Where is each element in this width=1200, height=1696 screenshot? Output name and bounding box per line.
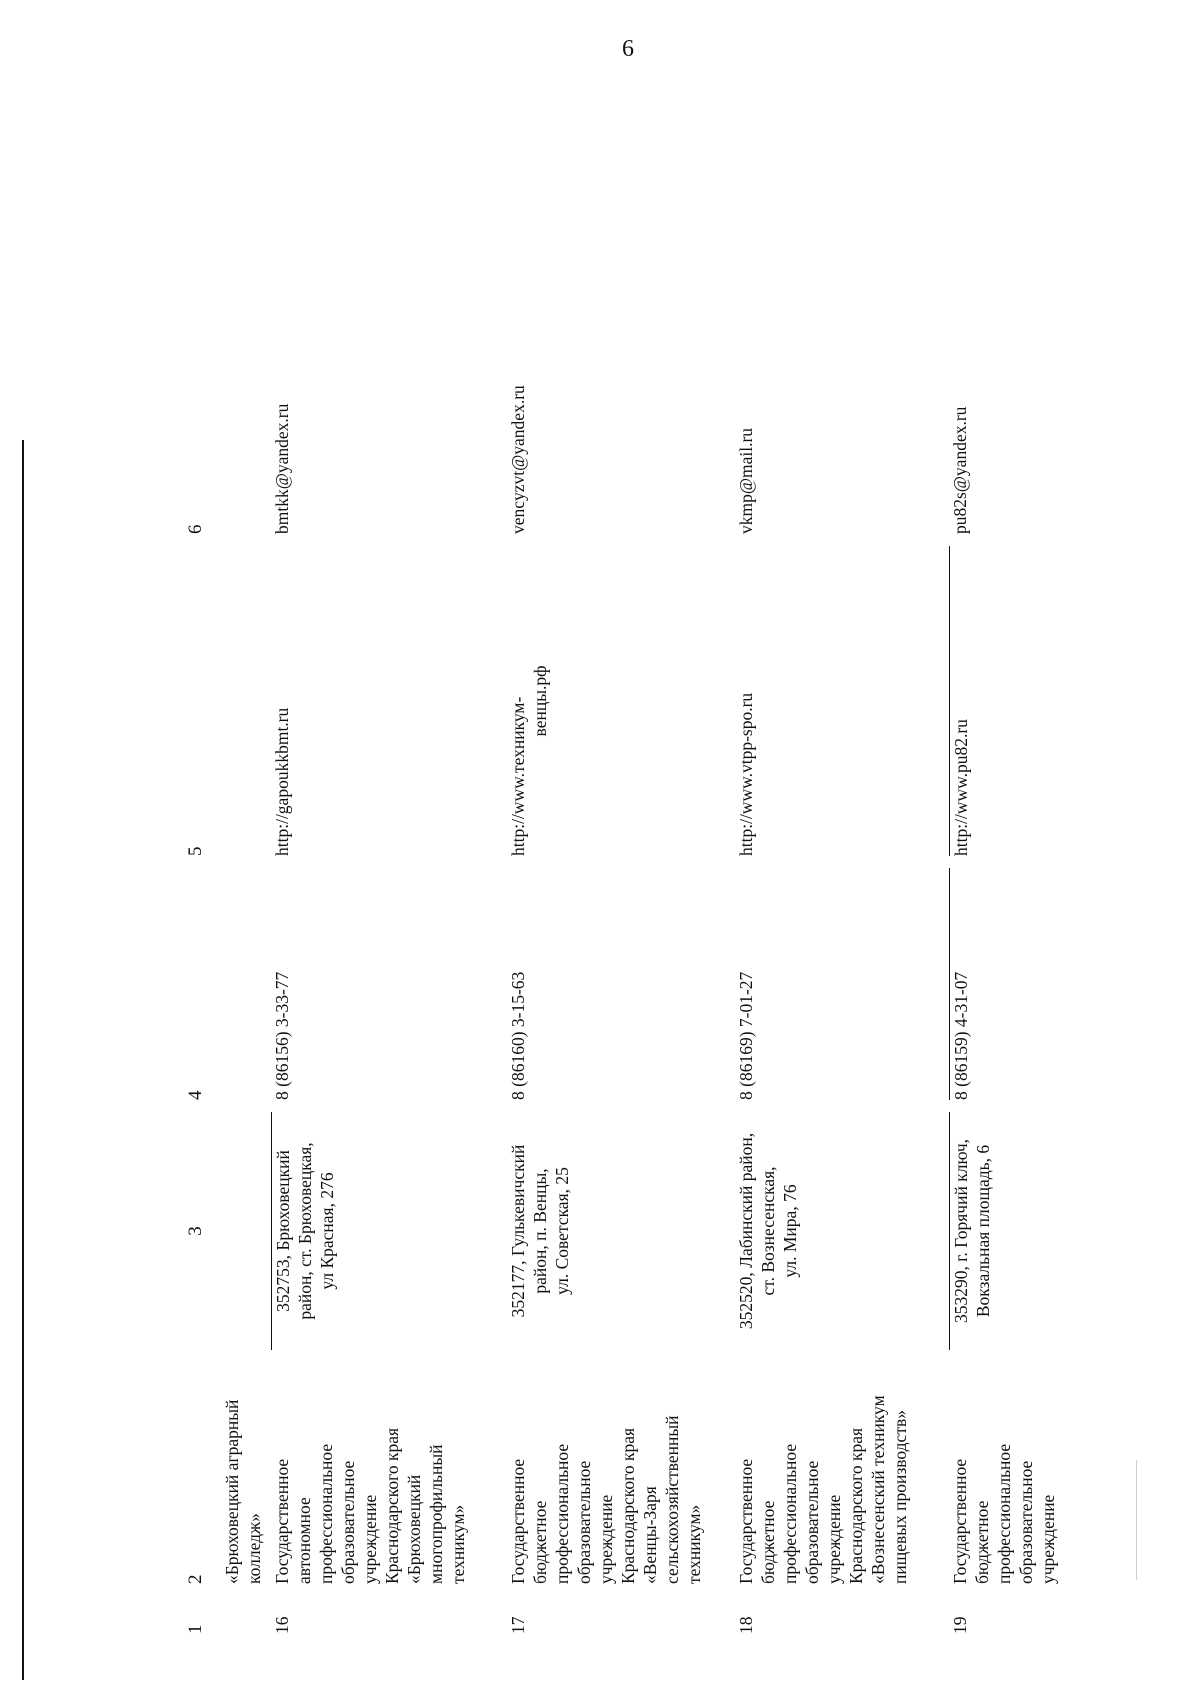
address-line: район, п. Венцы, (530, 1168, 550, 1294)
name-line: учреждение (824, 1494, 844, 1584)
name-line: Государственное (950, 1458, 970, 1584)
row-number: 19 (950, 1616, 970, 1634)
address-line: 352753, Брюховецкий (271, 1112, 294, 1350)
name-cell (221, 1356, 271, 1590)
right-margin-rule (1136, 1460, 1137, 1580)
address-line: 352177, Гулькевичский (508, 1144, 528, 1318)
table-row-continuation (221, 48, 271, 1640)
phone-cell: 8 (86160) 3-15-63 (508, 971, 528, 1100)
name-line: образовательное (574, 1460, 594, 1584)
col-header-3: 3 (185, 1226, 206, 1236)
col-header-5: 5 (185, 846, 206, 856)
name-line: профессиональное (780, 1443, 800, 1584)
row-number: 18 (736, 1616, 756, 1634)
name-line: «Венцы-Заря (640, 1486, 660, 1584)
website-cell (271, 540, 507, 862)
address-cell (949, 1106, 1089, 1356)
name-line: образовательное (338, 1460, 358, 1584)
name-line: Государственное (508, 1458, 528, 1584)
name-line: учреждение (596, 1494, 616, 1584)
email-cell: bmtkk@yandex.ru (272, 403, 292, 534)
website-cell (735, 540, 949, 862)
name-line: бюджетное (972, 1500, 992, 1584)
website-line: http://www.техникум- (508, 696, 528, 856)
address-line: район, ст. Брюховецкая, (295, 1142, 315, 1320)
email-cell: pu82s@yandex.ru (950, 406, 970, 534)
name-line: Краснодарского края (618, 1427, 638, 1584)
address-line: Вокзальная площадь, 6 (973, 1144, 993, 1318)
address-line: ул. Советская, 25 (552, 1167, 572, 1295)
address-line: 352520, Лабинский район, (736, 1132, 756, 1330)
website-cell (949, 540, 1089, 862)
address-line: 353290, г. Горячий ключ, (949, 1112, 972, 1350)
name-line: «Брюховецкий аграрный (222, 1399, 242, 1584)
address-line: ст. Вознесенская, (758, 1166, 778, 1296)
address-cell (507, 1106, 735, 1356)
name-line: бюджетное (758, 1500, 778, 1584)
name-line: колледж» (244, 1513, 264, 1584)
name-cell (735, 1356, 949, 1590)
email-cell: vencyzvt@yandex.ru (508, 385, 528, 534)
address-cell (735, 1106, 949, 1356)
website-line: http://gapoukkbmt.ru (272, 707, 292, 856)
rotated-table-container (185, 120, 1065, 1640)
name-line: Государственное (272, 1458, 292, 1584)
col-header-2: 2 (185, 1574, 206, 1584)
phone-cell (949, 862, 1089, 1106)
table-row (507, 48, 735, 1640)
name-line: Краснодарского края (382, 1427, 402, 1584)
name-cell (271, 1356, 507, 1590)
name-line: учреждение (1038, 1494, 1058, 1584)
name-line: автономное (294, 1497, 314, 1584)
table-row (949, 48, 1089, 1640)
name-line: пищевых производств» (890, 1410, 910, 1584)
name-line: образовательное (1016, 1460, 1036, 1584)
name-line: образовательное (802, 1460, 822, 1584)
website-cell (507, 540, 735, 862)
name-line: профессиональное (316, 1443, 336, 1584)
address-cell (271, 1106, 507, 1356)
table-row (271, 48, 507, 1640)
website-line: http://www.pu82.ru (949, 546, 972, 856)
col-header-4: 4 (185, 1090, 206, 1100)
row-number: 16 (272, 1616, 292, 1634)
email-cell: vkmp@mail.ru (736, 427, 756, 534)
phone-line: 8 (86159) 4-31-07 (949, 868, 972, 1100)
address-line: ул Красная, 276 (317, 1172, 337, 1290)
name-line: техникум» (448, 1504, 468, 1584)
phone-cell: 8 (86156) 3-33-77 (272, 971, 292, 1100)
institutions-table (185, 48, 1089, 1640)
col-header-6: 6 (185, 524, 206, 534)
name-line: профессиональное (994, 1443, 1014, 1584)
address-line: ул. Мира, 76 (780, 1184, 800, 1278)
name-line: Краснодарского края (846, 1427, 866, 1584)
row-number: 17 (508, 1616, 528, 1634)
left-margin-rule (22, 440, 24, 1680)
name-line: Государственное (736, 1458, 756, 1584)
phone-cell: 8 (86169) 7-01-27 (736, 971, 756, 1100)
name-line: техникум» (684, 1504, 704, 1584)
name-line: «Вознесенский техникум (868, 1395, 888, 1584)
name-line: бюджетное (530, 1500, 550, 1584)
name-line: профессиональное (552, 1443, 572, 1584)
website-line: http://www.vtpp-spo.ru (736, 692, 756, 856)
name-cell (507, 1356, 735, 1590)
name-line: многопрофильный (426, 1444, 446, 1584)
name-line: учреждение (360, 1494, 380, 1584)
table-header-row (185, 48, 221, 1640)
name-cell (949, 1356, 1089, 1590)
website-line: венцы.рф (530, 665, 550, 737)
name-line: сельскохозяйственный (662, 1415, 682, 1584)
table-row (735, 48, 949, 1640)
page-number: 6 (622, 36, 634, 62)
col-header-1: 1 (185, 1624, 206, 1634)
name-line: «Брюховецкий (404, 1474, 424, 1584)
